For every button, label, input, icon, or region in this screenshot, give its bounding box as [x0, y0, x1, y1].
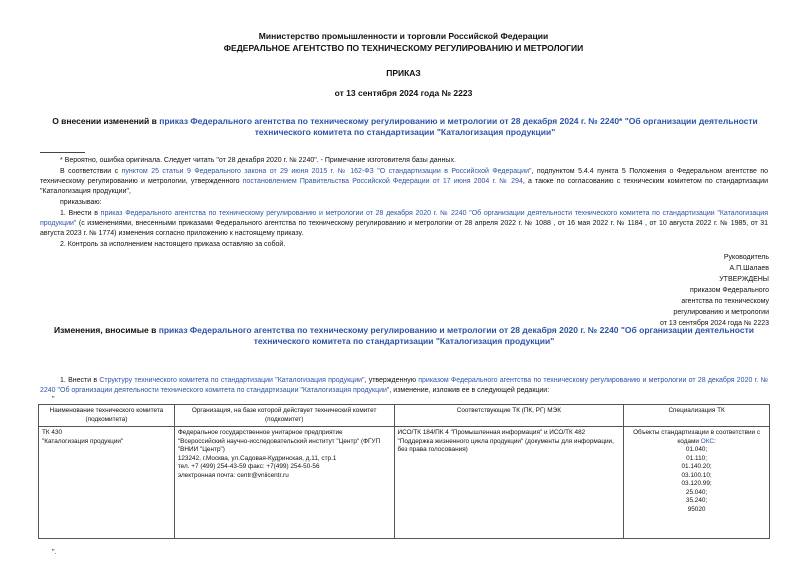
basis-text-2: , подпунктом 5.4.4 пункта 5 Положения о Федеральном агентстве по техническому регулированию и метрологии, утвержденного [40, 168, 769, 185]
oks-code: 01.040; [685, 446, 708, 453]
footnote: * Вероятно, ошибка оригинала. Следует читать "от 28 декабря 2020 г. № 2240". - Примечание изготовителя базы данных. [60, 157, 456, 164]
approved-line-1: УТВЕРЖДЕНЫ [719, 276, 769, 283]
table-header-row [39, 405, 770, 427]
change1-text-1: 1. Внести в [60, 377, 100, 384]
committee-table [38, 404, 770, 539]
item1-text-1: 1. Внести в [60, 210, 101, 217]
signer-role: Руководитель [723, 254, 769, 261]
header-specialization: Специализация ТК [624, 405, 770, 427]
footnote-divider [40, 152, 85, 153]
header-committee: Наименование технического комитета (подкомитета) [39, 405, 175, 427]
signer-name: А.П.Шалаев [729, 265, 769, 272]
approved-line-5: от 13 сентября 2024 года № 2223 [659, 320, 769, 327]
signature-block [660, 252, 769, 329]
annex-title-link[interactable]: приказ Федерального агентства по техническому регулированию и метрологии от 28 декабря 2020 г. № 2240 "Об организации деятельности технического комитета по стандартизации "Каталогизация продукции" [158, 325, 754, 346]
cell-organization: Федеральное государственное унитарное предприятие "Всероссийский научно-исследовательский институт "Центр" (ФГУП "ВНИИ "Центр") 123242, г.Москва, ул.Садовая-Кудринская, д.11, стр.1 тел. +7 (499) 254-43-59 факс: +7(499) 254-50-56 электронная почта: centr@vniicentr.ru [174, 427, 394, 539]
change1-text-2: , утвержденную [364, 377, 419, 384]
doc-type: ПРИКАЗ [386, 68, 421, 78]
cell-specialization: Объекты стандартизации в соответствии с кодами ОКС: 01.040; 01.110; 01.140.20; 03.100.10; 03.120.99; 25.040; 35.240; 95020 [624, 427, 770, 539]
basis-link-law[interactable]: пунктом 25 статьи 9 Федерального закона от 29 июня 2015 г. № 162-ФЗ "О стандартизации в Российской Федерации" [121, 168, 532, 175]
change-1 [40, 376, 768, 396]
basis-text-3: , а также по согласованию с техническим комитетом по стандартизации "Каталогизация продукции", [40, 178, 768, 195]
doc-date-number: от 13 сентября 2024 года № 2223 [334, 88, 473, 98]
change1-text-3: , изменение, изложив ее в следующей редакции: [389, 387, 550, 394]
oks-code: 03.120.99; [681, 480, 712, 487]
title-link[interactable]: приказ Федерального агентства по техническому регулированию и метрологии от 28 декабря 2024 г. № 2240* "Об организации деятельности технического комитета по стандартизации "Каталогизация продукции" [159, 116, 758, 137]
header-iso-tc: Соответствующие ТК (ПК, РГ) МЭК [394, 405, 624, 427]
document-title [40, 116, 770, 138]
cell-iso-tc: ИСО/ТК 184/ПК 4 "Промышленная информация" и ИСО/ТК 482 "Поддержка жизненного цикла продукции" (документы для информации, без права голосования) [394, 427, 624, 539]
agency-name: ФЕДЕРАЛЬНОЕ АГЕНТСТВО ПО ТЕХНИЧЕСКОМУ РЕГУЛИРОВАНИЮ И МЕТРОЛОГИИ [223, 43, 584, 53]
quote-close-mark: ". [52, 549, 57, 556]
oks-code: 03.100.10; [681, 471, 712, 479]
change1-link-order[interactable]: приказом Федерального агентства по техническому регулированию и метрологии от 28 декабря 2020 г. № 2240 "Об организации деятельности технического комитета по стандартизации "Каталогизация продукции" [40, 377, 769, 394]
oks-code: 35.240; [685, 497, 708, 504]
approved-line-4: регулированию и метрологии [673, 309, 769, 316]
annex-title [38, 325, 770, 347]
cell-committee: ТК 430 "Каталогизация продукции" [39, 427, 175, 539]
basis-text-1: В соответствии с [60, 168, 122, 175]
item1-link[interactable]: приказ Федерального агентства по техническому регулированию и метрологии от 28 декабря 2020 г. № 2240 "Об организации деятельности технического комитета по стандартизации "Каталогизация продукции" [40, 210, 769, 227]
spec-text: Объекты стандартизации в соответствии с кодами [633, 429, 761, 445]
change1-link-structure[interactable]: Структуру технического комитета по стандартизации "Каталогизация продукции" [99, 377, 365, 384]
title-prefix: О внесении изменений в [52, 116, 160, 126]
approved-line-2: приказом Федерального [689, 287, 769, 294]
oks-link[interactable]: ОКС [700, 437, 714, 445]
basis-link-decree[interactable]: постановлением Правительства Российской Федерации от 17 июня 2004 г. № 294 [242, 178, 523, 185]
header-organization: Организация, на базе которой действует технический комитет (подкомитет) [174, 405, 394, 427]
approved-line-3: агентства по техническому [681, 298, 769, 305]
basis-paragraph [40, 167, 768, 197]
quote-open-mark: " [52, 396, 55, 403]
oks-code: 95020 [687, 505, 706, 513]
ministry-name: Министерство промышленности и торговли Российской Федерации [258, 31, 549, 41]
order-word: приказываю: [60, 199, 102, 206]
item1-text-2: (с изменениями, внесенными приказами Федерального агентства по техническому регулированию и метрологии от 28 апреля 2022 г. № 1088 , от 16 мая 2022 г. № 1184 , от 10 августа 2022 г. № 1985, от 31 августа 2023 г. № 1774) изменения согласно приложению к настоящему приказу. [40, 220, 768, 237]
item-1 [40, 209, 768, 239]
item-2: 2. Контроль за исполнением настоящего приказа оставляю за собой. [60, 241, 286, 248]
oks-code: 25.040; [685, 488, 708, 496]
annex-title-prefix: Изменения, вносимые в [54, 325, 159, 335]
table-row [39, 427, 770, 539]
oks-code: 01.140.20; [681, 463, 712, 470]
oks-code: 01.110; [686, 454, 708, 462]
